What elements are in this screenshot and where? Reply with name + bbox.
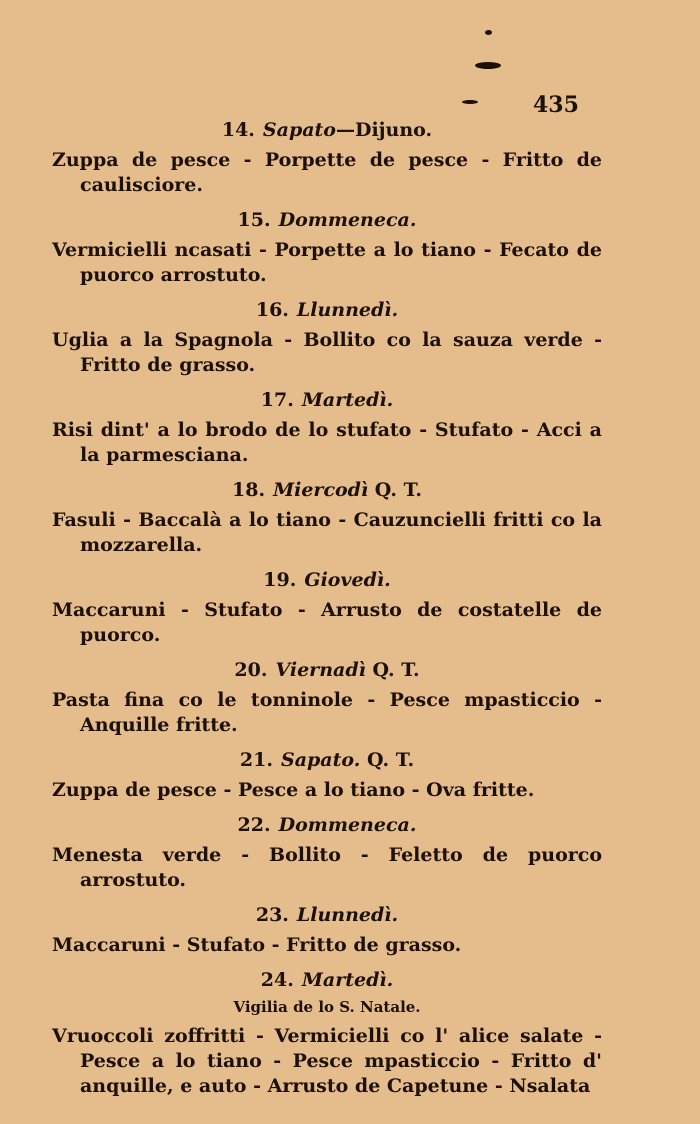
- page-number: 435: [533, 92, 579, 118]
- day-number: 20.: [234, 659, 268, 681]
- day-name: Sapato: [262, 119, 336, 141]
- day-heading: [52, 568, 602, 592]
- menu-text: Vermicielli ncasati - Porpette a lo tiano - Fecato de puorco arrostuto.: [52, 239, 602, 286]
- day-heading: [52, 478, 602, 502]
- day-name: Miercodì: [273, 479, 369, 501]
- day-suffix: Q. T.: [365, 659, 420, 681]
- menu-text: Zuppa de pesce - Pesce a lo tiano - Ova fritte.: [52, 779, 535, 801]
- day-heading: [52, 658, 602, 682]
- day-number: 17.: [260, 389, 294, 411]
- day-heading: [52, 388, 602, 412]
- day-suffix: Q. T.: [368, 479, 422, 501]
- day-name: Viernadì: [275, 659, 366, 681]
- day-number: 18.: [232, 479, 266, 501]
- menu-text: Uglia a la Spagnola - Bollito co la sauza verde - Fritto de grasso.: [52, 329, 602, 376]
- day-number: 16.: [255, 299, 289, 321]
- day-number: 23.: [255, 904, 289, 926]
- day-heading: [52, 208, 602, 232]
- day-suffix: —Dijuno.: [335, 119, 433, 141]
- day-number: 19.: [263, 569, 297, 591]
- day-number: 22.: [237, 814, 271, 836]
- day-number: 24.: [260, 969, 294, 991]
- menu-list: [52, 118, 602, 1109]
- ink-mark: [475, 62, 501, 69]
- day-suffix: Q. T.: [360, 749, 415, 771]
- menu-text: Zuppa de pesce - Porpette de pesce - Fritto de caulisciore.: [52, 149, 602, 196]
- day-number: 14.: [221, 119, 255, 141]
- ink-mark: [462, 100, 478, 104]
- day-name: Dommeneca.: [278, 209, 417, 231]
- day-heading: [52, 968, 602, 992]
- day-heading: [52, 118, 602, 142]
- menu-text: Pasta fina co le tonninole - Pesce mpasticcio - Anquille fritte.: [52, 689, 602, 736]
- day-name: Dommeneca.: [278, 814, 417, 836]
- day-number: 21.: [239, 749, 273, 771]
- menu-text: Risi dint' a lo brodo de lo stufato - Stufato - Acci a la parmesciana.: [52, 419, 602, 466]
- menu-text: Vruoccoli zoffritti - Vermicielli co l' alice salate - Pesce a lo tiano - Pesce mpasticcio - Fritto d' anquille, e auto - Arrusto de Capetune - Nsalata: [52, 1025, 602, 1097]
- day-heading: [52, 903, 602, 927]
- day-heading: [52, 813, 602, 837]
- menu-text: Maccaruni - Stufato - Arrusto de costatelle de puorco.: [52, 599, 602, 646]
- day-name: Martedì.: [301, 389, 394, 411]
- day-heading: [52, 298, 602, 322]
- day-name: Giovedì.: [304, 569, 391, 591]
- day-note: Vigilia de lo S. Natale.: [233, 998, 421, 1016]
- day-name: Llunnedì.: [296, 904, 399, 926]
- menu-text: Fasuli - Baccalà a lo tiano - Cauzuncielli fritti co la mozzarella.: [52, 509, 602, 556]
- menu-text: Menesta verde - Bollito - Feletto de puorco arrostuto.: [52, 844, 602, 891]
- day-name: Martedì.: [301, 969, 394, 991]
- day-name: Sapato.: [280, 749, 361, 771]
- day-number: 15.: [237, 209, 271, 231]
- ink-mark: [485, 30, 492, 35]
- day-heading: [52, 748, 602, 772]
- menu-text: Maccaruni - Stufato - Fritto de grasso.: [52, 934, 462, 956]
- day-name: Llunnedì.: [296, 299, 399, 321]
